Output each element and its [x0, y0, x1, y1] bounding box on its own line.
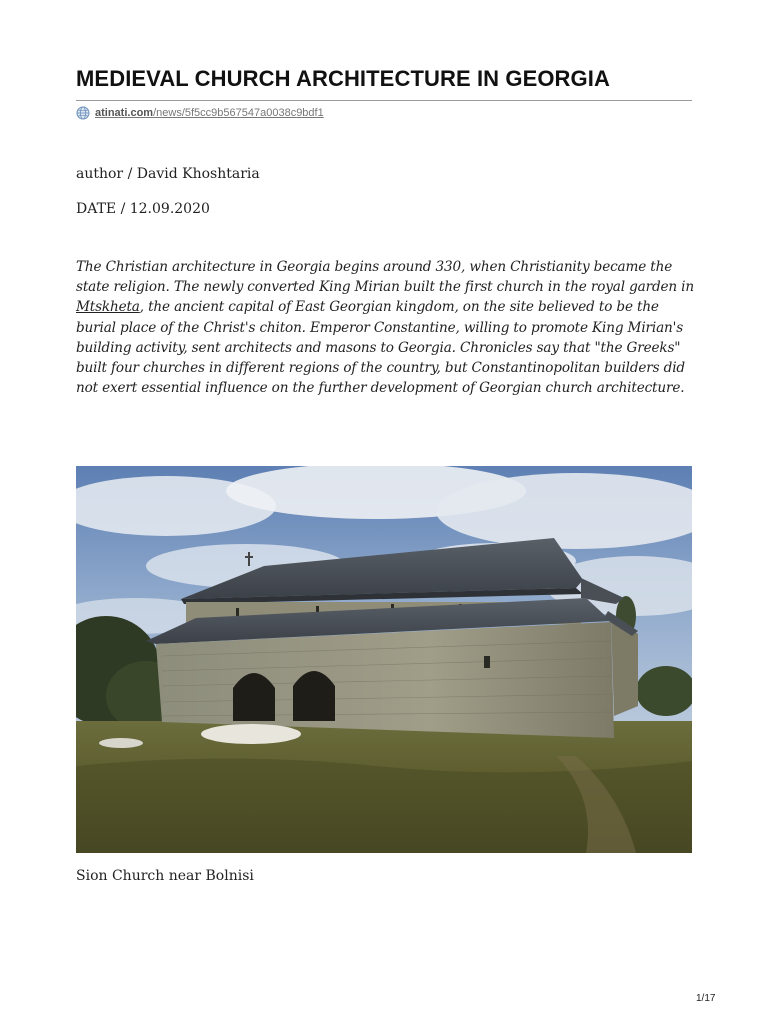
intro-paragraph — [76, 257, 694, 398]
date-line: DATE / 12.09.2020 — [76, 201, 210, 217]
author-line: author / David Khoshtaria — [76, 166, 260, 182]
globe-icon — [76, 106, 90, 120]
page-indicator: 1/17 — [696, 993, 716, 1004]
source-domain: atinati.com — [95, 107, 154, 119]
intro-text-start: The Christian architecture in Georgia begins around 330, when Christianity became the state religion. The newly converted King Mirian built the first church in the royal garden in — [76, 259, 694, 296]
source-url-link[interactable] — [95, 107, 324, 119]
source-path: /news/5f5cc9b567547a0038c9bdf1 — [153, 107, 324, 119]
article-title: MEDIEVAL CHURCH ARCHITECTURE IN GEORGIA — [76, 66, 610, 91]
title-divider — [76, 100, 692, 101]
source-link-row — [76, 105, 324, 121]
church-photo — [76, 466, 692, 853]
mtskheta-link[interactable]: Mtskheta — [76, 299, 140, 316]
intro-text-end: , the ancient capital of East Georgian kingdom, on the site believed to be the burial place of the Christ's chiton. Emperor Constantine, willing to promote King Mirian's building activity, sent architects and masons to Georgia. Chronicles say that "the Greeks" built four churches in different regions of the country, but Constantinopolitan builders did not exert essential influence on the further development of Georgian church architecture. — [76, 299, 685, 397]
photo-caption: Sion Church near Bolnisi — [76, 868, 254, 884]
